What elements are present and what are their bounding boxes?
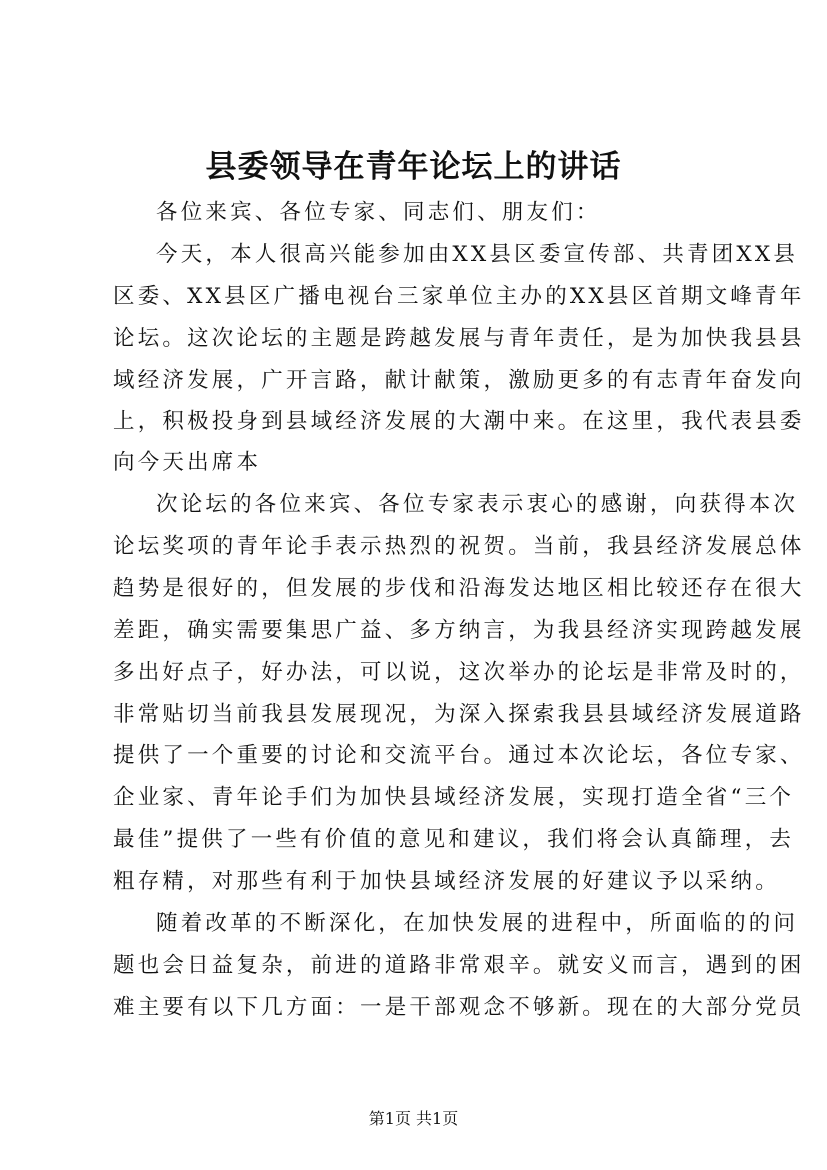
body-line: 随着改革的不断深化，在加快发展的进程中，所面临的的问	[156, 911, 799, 936]
body-line: 提供了一个重要的讨论和交流平台。通过本次论坛，各位专家、	[113, 743, 805, 768]
body-line: 上，积极投身到县域经济发展的大潮中来。在这里，我代表县委	[113, 409, 805, 434]
body-line: 向今天出席本	[113, 450, 262, 475]
page-title: 县委领导在青年论坛上的讲话	[205, 149, 622, 185]
body-line: 多出好点子，好办法，可以说，这次举办的论坛是非常及时的，	[113, 660, 805, 685]
body-line: 企业家、青年论手们为加快县域经济发展，实现打造全省“三个	[113, 785, 795, 810]
body-line: 趋势是很好的，但发展的步伐和沿海发达地区相比较还存在很大	[113, 576, 805, 601]
body-line: 论坛。这次论坛的主题是跨越发展与青年责任，是为加快我县县	[113, 326, 805, 351]
body-line: 粗存精，对那些有利于加快县域经济发展的好建议予以采纳。	[113, 869, 780, 894]
body-line: 非常贴切当前我县发展现况，为深入探索我县县域经济发展道路	[113, 702, 805, 727]
body-line: 论坛奖项的青年论手表示热烈的祝贺。当前，我县经济发展总体	[113, 534, 805, 559]
body-line: 域经济发展，广开言路，献计献策，激励更多的有志青年奋发向	[113, 368, 805, 393]
body-line: 难主要有以下几方面：一是干部观念不够新。现在的大部分党员	[113, 995, 805, 1020]
body-line: 各位来宾、各位专家、同志们、朋友们：	[156, 200, 601, 225]
body-line: 题也会日益复杂，前进的道路非常艰辛。就安义而言，遇到的困	[113, 953, 805, 978]
body-line: 差距，确实需要集思广益、多方纳言，为我县经济实现跨越发展	[113, 618, 805, 643]
page-footer: 第1页 共1页	[368, 1109, 459, 1128]
body-line: 次论坛的各位来宾、各位专家表示衷心的感谢，向获得本次	[156, 492, 799, 517]
body-line: 今天，本人很高兴能参加由XX县区委宣传部、共青团XX县	[156, 242, 799, 267]
body-line: 最佳”提供了一些有价值的意见和建议，我们将会认真篩理，去	[113, 827, 795, 852]
body-line: 区委、XX县区广播电视台三家单位主办的XX县区首期文峰青年	[113, 284, 805, 309]
